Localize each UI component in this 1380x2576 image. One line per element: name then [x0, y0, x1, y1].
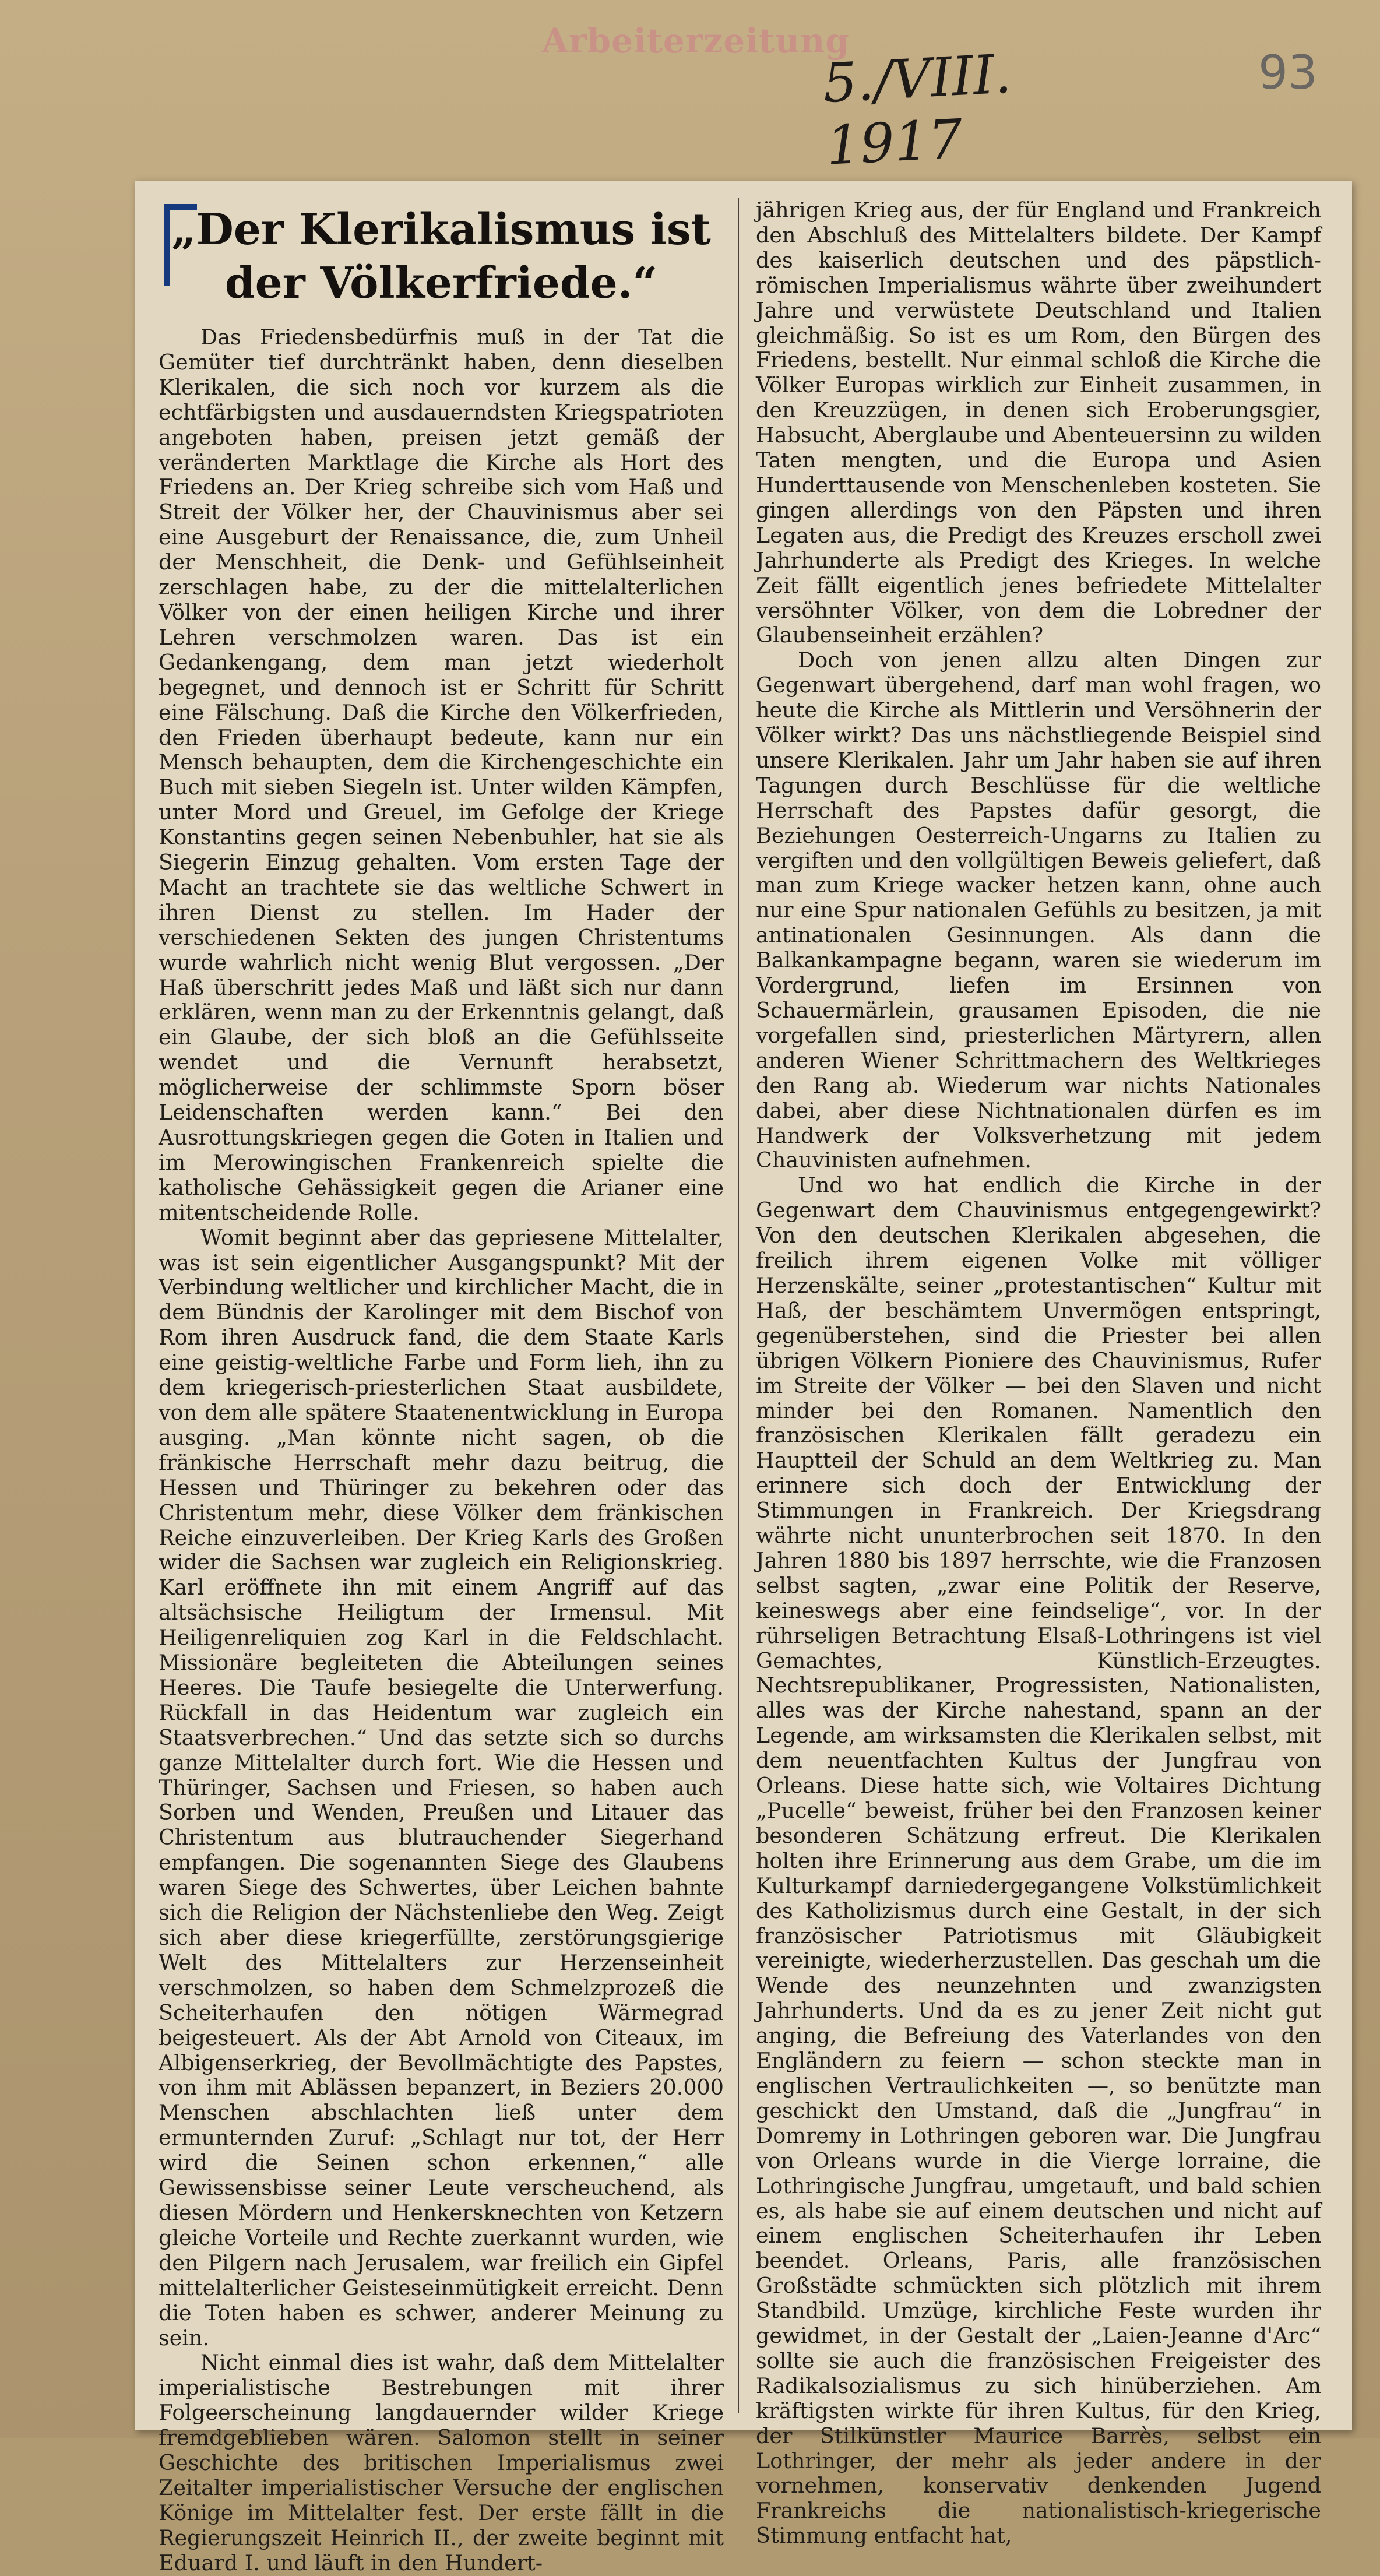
- blue-pencil-bracket: [164, 204, 197, 286]
- newspaper-clipping: [135, 181, 1352, 2575]
- archive-number: 93: [1258, 45, 1318, 100]
- handwritten-date: 5./VIII. 1917: [821, 43, 1013, 177]
- article-paragraph: Das Friedensbedürfnis muß in der Tat die Gemüter tief durchtränkt haben, denn dieselben Klerikalen, die sich noch vor kurzem als die echtfärbigsten und ausdauerndsten Kriegspatrioten angeboten haben, preisen jetzt gemäß der veränderten Marktlage die Kirche als Hort des Friedens an. Der Krieg schreibe sich vom Haß und Streit der Völker her, der Chauvinismus aber sei eine Ausgeburt der Renaissance, die, zum Unheil der Menschheit, die Denk- und Gefühlseinheit zerschlagen habe, zu der die mittelalterlichen Völker von der einen heiligen Kirche und ihrer Lehren verschmolzen waren. Das ist ein Gedankengang, dem man jetzt wiederholt begegnet, und dennoch ist er Schritt für Schritt eine Fälschung. Daß die Kirche den Völkerfrieden, den Frieden überhaupt bedeute, kann nur ein Mensch behaupten, dem die Kirchengeschichte ein Buch mit sieben Siegeln ist. Unter wilden Kämpfen, unter Mord und Greuel, im Gefolge der Kriege Konstantins gegen seinen Nebenbuhler, hat sie als Siegerin Einzug gehalten. Vom ersten Tage der Macht an trachtete sie das weltliche Schwert in ihren Dienst zu stellen. Im Hader der verschiedenen Sekten des jungen Christentums wurde wahrlich nicht wenig Blut vergossen. „Der Haß überschritt jedes Maß und läßt sich nur dann erklären, wenn man zu der Erkenntnis gelangt, daß ein Glaube, der sich bloß an die Gefühlsseite wendet und die Vernunft herabsetzt, möglicherweise der schlimmste Sporn böser Leidenschaften werden kann.“ Bei den Ausrottungskriegen gegen die Goten in Italien und im Merowingischen Frankenreich spielte die katholische Gehässigkeit gegen die Arianer eine mitentscheidende Rolle.: [159, 325, 724, 1225]
- column-divider: [738, 198, 739, 2413]
- article-headline: „Der Klerikalismus ist der Völkerfriede.“: [171, 205, 711, 308]
- article-paragraph: Doch von jenen allzu alten Dingen zur Gegenwart übergehend, darf man wohl fragen, wo heute die Kirche als Mittlerin und Versöhnerin der Völker wirkt? Das uns nächstliegende Beispiel sind unsere Klerikalen. Jahr um Jahr haben sie auf ihren Tagungen durch Beschlüsse für die weltliche Herrschaft des Papstes dafür gesorgt, die Beziehungen Oesterreich-Ungarns zu Italien zu vergiften und den vollgültigen Beweis geliefert, daß man zum Kriege wacker hetzen kann, ohne auch nur eine Spur nationalen Gefühls zu besitzen, ja mit antinationalen Gesinnungen. Als dann die Balkankampagne begann, waren sie wiederum im Vordergrund, liefen im Ersinnen von Schauermärlein, grausamen Episoden, die nie vorgefallen sind, priesterlichen Märtyrern, allen anderen Wiener Schrittmachern des Weltkrieges den Rang ab. Wiederum war nichts Nationales dabei, aber diese Nichtnationalen dürfen es im Handwerk der Volksverhetzung mit jedem Chauvinisten aufnehmen.: [756, 647, 1321, 1173]
- article-paragraph: Womit beginnt aber das gepriesene Mittelalter, was ist sein eigentlicher Ausgangspunkt? Mit der Verbindung weltlicher und kirchlicher Macht, die in dem Bündnis der Karolinger mit dem Bischof von Rom ihren Ausdruck fand, die dem Staate Karls eine geistig-weltliche Farbe und Form lieh, ihn zu dem kriegerisch-priesterlichen Staat ausbildete, von dem alle spätere Staatenentwicklung in Europa ausging. „Man könnte nicht sagen, ob die fränkische Herrschaft mehr dazu beitrug, die Hessen und Thüringer zu bekehren oder das Christentum mehr, diese Völker dem fränkischen Reiche einzuverleiben. Der Krieg Karls des Großen wider die Sachsen war zugleich ein Religionskrieg. Karl eröffnete ihn mit einem Angriff auf das altsächsische Heiligtum der Irmensul. Mit Heiligenreliquien zog Karl in die Feldschlacht. Missionäre begleiteten die Abteilungen seines Heeres. Die Taufe besiegelte die Unterwerfung. Rückfall in das Heidentum war zugleich ein Staatsverbrechen.“ Und das setzte sich so durchs ganze Mittelalter durch fort. Wie die Hessen und Thüringer, Sachsen und Friesen, so haben auch Sorben und Wenden, Preußen und Litauer das Christentum aus blutrauchender Siegerhand empfangen. Die sogenannten Siege des Glaubens waren Siege des Schwertes, über Leichen bahnte sich die Religion der Nächstenliebe den Weg. Zeigt sich aber diese kriegerfüllte, zerstörungsgierige Welt des Mittelalters zur Herzenseinheit verschmolzen, so haben dem Schmelzprozeß die Scheiterhaufen den nötigen Wärmegrad beigesteuert. Als der Abt Arnold von Citeaux, im Albigenserkrieg, der Bevollmächtigte des Papstes, von ihm mit Ablässen bepanzert, in Beziers 20.000 Menschen abschlachten ließ unter dem ermunternden Zuruf: „Schlagt nur tot, der Herr wird die Seinen schon erkennen,“ alle Gewissensbisse seiner Leute verscheuchend, als diesen Mördern und Henkersknechten von Ketzern gleiche Vorteile und Rechte zuerkannt wurden, wie den Pilgern nach Jerusalem, war freilich ein Gipfel mittelalterlicher Geisteseinmütigkeit erreicht. Denn die Toten haben es schwer, anderer Meinung zu sein.: [159, 1224, 724, 2350]
- article-paragraph: Nicht einmal dies ist wahr, daß dem Mittelalter imperialistische Bestrebungen mit ihrer Folgeerscheinung langdauernder wilder Kriege fremdgeblieben wären. Salomon stellt in seiner Geschichte des britischen Imperialismus zwei Zeitalter imperialistischer Versuche der englischen Könige im Mittelalter fest. Der erste fällt in die Regierungszeit Heinrich II., der zweite beginnt mit Eduard I. und läuft in den Hundert-: [159, 2350, 724, 2575]
- left-column: [159, 198, 724, 2575]
- article-paragraph: jährigen Krieg aus, der für England und Frankreich den Abschluß des Mittelalters bildete. Der Kampf des kaiserlich deutschen und des päpstlich-römischen Imperialismus währte über zweihundert Jahre und verwüstete Deutschland und Italien gleichmäßig. So ist es um Rom, den Bürgen des Friedens, bestellt. Nur einmal schloß die Kirche die Völker Europas wirklich zur Einheit zusammen, in den Kreuzzügen, in denen sich Eroberungsgier, Habsucht, Aberglaube und Abenteuersinn zu wilden Taten mengten, und die Europa und Asien Hunderttausende von Menschenleben kosteten. Sie gingen allerdings von den Päpsten und ihren Legaten aus, die Predigt des Kreuzes erscholl zwei Jahrhunderte als Predigt des Krieges. In welche Zeit fällt eigentlich jenes befriedete Mittelalter versöhnter Völker, von dem die Lobredner der Glaubenseinheit erzählen?: [756, 198, 1321, 648]
- right-column: [756, 198, 1321, 2549]
- headline-block: [159, 198, 724, 325]
- article-paragraph: Und wo hat endlich die Kirche in der Gegenwart dem Chauvinismus entgegengewirkt? Von den deutschen Klerikalen abgesehen, die freilich ihrem eigenen Volke mit völliger Herzenskälte, seiner „protestantischen“ Kultur mit Haß, der beschämtem Unvermögen entspringt, gegenüberstehen, sind die Priester bei allen übrigen Völkern Pioniere des Chauvinismus, Rufer im Streite der Völker — bei den Slaven und nicht minder bei den Romanen. Namentlich den französischen Klerikalen fällt geradezu ein Hauptteil der Schuld an dem Weltkrieg zu. Man erinnere sich doch der Entwicklung der Stimmungen in Frankreich. Der Kriegsdrang währte nicht ununterbrochen seit 1870. In den Jahren 1880 bis 1897 herrschte, wie die Franzosen selbst sagten, „zwar eine Politik der Reserve, keineswegs aber eine feindselige“, vor. In der rührseligen Betrachtung Elsaß-Lothringens ist viel Gemachtes, Künstlich-Erzeugtes. Nechtsrepublikaner, Progressisten, Nationalisten, alles was der Kirche nahestand, spann an der Legende, am wirksamsten die Klerikalen selbst, mit dem neuentfachten Kultus der Jungfrau von Orleans. Diese hatte sich, wie Voltaires Dichtung „Pucelle“ beweist, früher bei den Franzosen keiner besonderen Schätzung erfreut. Die Klerikalen holten ihre Erinnerung aus dem Grabe, um die im Kulturkampf darniedergegangene Volkstümlichkeit des Katholizismus durch eine Gestalt, in der sich französischer Patriotismus mit Gläubigkeit vereinigte, wiederherzustellen. Das geschah um die Wende des neunzehnten und zwanzigsten Jahrhunderts. Und da es zu jener Zeit nicht gut anging, die Befreiung des Vaterlandes von den Engländern zu feiern — schon steckte man in englischen Vertraulichkeiten —, so benützte man geschickt den Umstand, daß die „Jungfrau“ in Domremy in Lothringen geboren war. Die Jungfrau von Orleans wurde in die Vierge lorraine, die Lothringische Jungfrau, umgetauft, und bald schien es, als habe sie auf einem deutschen und nicht auf einem englischen Scheiterhaufen ihr Leben beendet. Orleans, Paris, alle französischen Großstädte schmückten sich plötzlich mit ihrem Standbild. Umzüge, kirchliche Feste wurden ihr gewidmet, in der Gestalt der „Laien-Jeanne d'Arc“ sollte sie auch die französischen Freigeister des Radikalsozialismus zu sich hinüberziehen. Am kräftigsten wirkte für ihren Kultus, für den Krieg, der Stilkünstler Maurice Barrès, selbst ein Lothringer, der mehr als jeder andere in der vornehmen, konservativ denkenden Jugend Frankreichs die nationalistisch-kriegerische Stimmung entfacht hat,: [756, 1173, 1321, 2549]
- newspaper-stamp: Arbeiterzeitung: [542, 21, 850, 61]
